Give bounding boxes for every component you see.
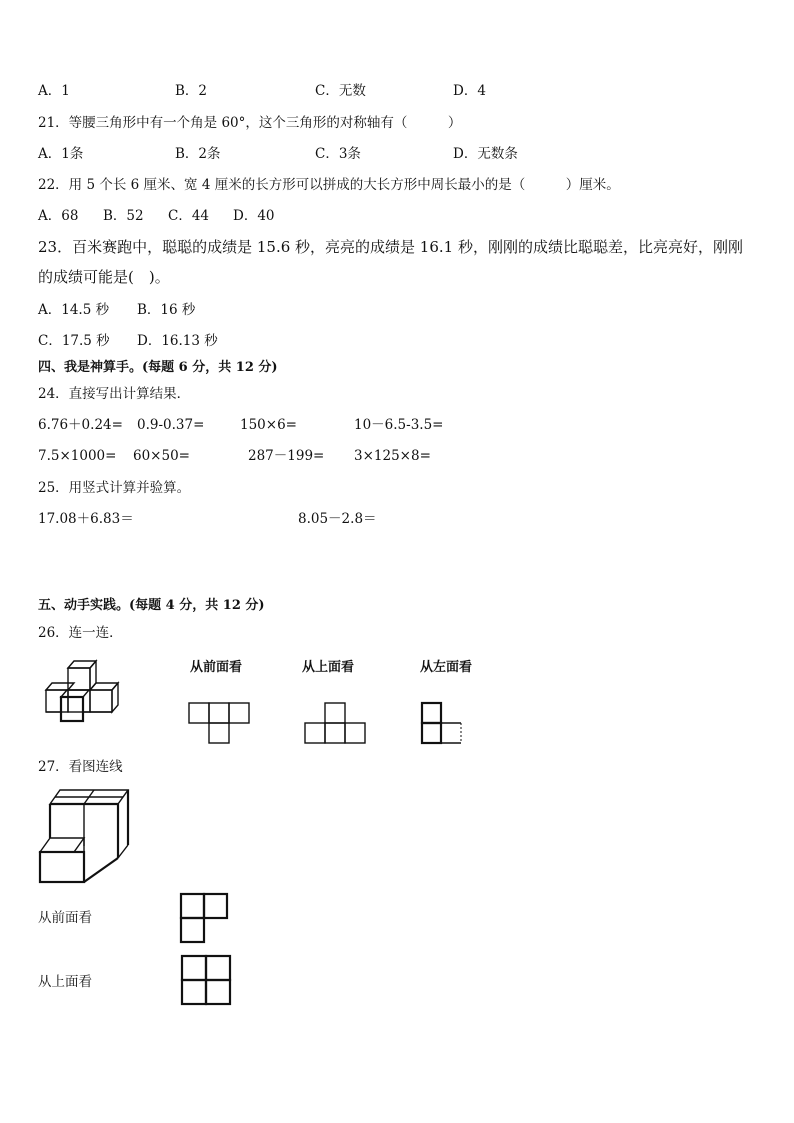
q22-option-c[interactable]: C．44 xyxy=(168,208,210,224)
q25-item-2: 8.05－2.8＝ xyxy=(298,511,377,527)
q20-option-b[interactable]: B．2 xyxy=(175,83,208,99)
q23-option-a[interactable]: A．14.5 秒 xyxy=(38,302,110,318)
q27-stem: 27．看图连线 xyxy=(38,759,123,775)
q22-option-d[interactable]: D．40 xyxy=(233,208,275,224)
q24-expr: 10－6.5-3.5= xyxy=(354,417,444,433)
q24-expr: 7.5×1000= xyxy=(38,448,117,464)
q24-expr: 60×50= xyxy=(133,448,190,464)
section-5-title: 五、动手实践。(每题 4 分，共 12 分) xyxy=(38,598,265,613)
q24-expr: 6.76＋0.24= xyxy=(38,417,123,433)
section-4-title: 四、我是神算手。(每题 6 分，共 12 分) xyxy=(38,360,278,375)
q23-option-b[interactable]: B．16 秒 xyxy=(137,302,196,318)
q27-label-top: 从上面看 xyxy=(38,974,92,990)
q20-option-a[interactable]: A．1 xyxy=(38,83,70,99)
q24-expr: 3×125×8= xyxy=(354,448,431,464)
q23-stem-line2: 的成绩可能是( )。 xyxy=(38,268,170,286)
q25-item-1: 17.08＋6.83＝ xyxy=(38,511,134,527)
q22-option-a[interactable]: A．68 xyxy=(38,208,79,224)
q24-expr: 150×6= xyxy=(240,417,297,433)
q23-option-c[interactable]: C．17.5 秒 xyxy=(38,333,110,349)
q21-option-c[interactable]: C．3条 xyxy=(315,146,361,162)
q21-option-d[interactable]: D．无数条 xyxy=(453,146,518,162)
q26-view-label-front: 从前面看 xyxy=(190,660,243,675)
q23-option-d[interactable]: D．16.13 秒 xyxy=(137,333,218,349)
q24-expr: 287－199= xyxy=(248,448,325,464)
q25-stem: 25．用竖式计算并验算。 xyxy=(38,480,191,496)
q27-label-front: 从前面看 xyxy=(38,910,92,926)
q20-option-c[interactable]: C．无数 xyxy=(315,83,366,99)
q21-option-b[interactable]: B．2条 xyxy=(175,146,221,162)
q26-view-label-left: 从左面看 xyxy=(420,660,473,675)
q22-option-b[interactable]: B．52 xyxy=(103,208,144,224)
q21-stem: 21．等腰三角形中有一个角是 60°，这个三角形的对称轴有（ ） xyxy=(38,115,462,131)
q26-view-label-top: 从上面看 xyxy=(302,660,355,675)
q24-stem: 24．直接写出计算结果． xyxy=(38,386,191,402)
q23-stem-line1: 23．百米赛跑中，聪聪的成绩是 15.6 秒，亮亮的成绩是 16.1 秒，刚刚的成绩比聪聪差，比亮亮好，刚刚 xyxy=(38,238,743,256)
q21-option-a[interactable]: A．1条 xyxy=(38,146,84,162)
q26-stem: 26．连一连． xyxy=(38,625,123,641)
q24-expr: 0.9-0.37= xyxy=(137,417,205,433)
q22-stem: 22．用 5 个长 6 厘米、宽 4 厘米的长方形可以拼成的大长方形中周长最小的是（ ）厘米。 xyxy=(38,177,620,193)
q20-option-d[interactable]: D．4 xyxy=(453,83,486,99)
